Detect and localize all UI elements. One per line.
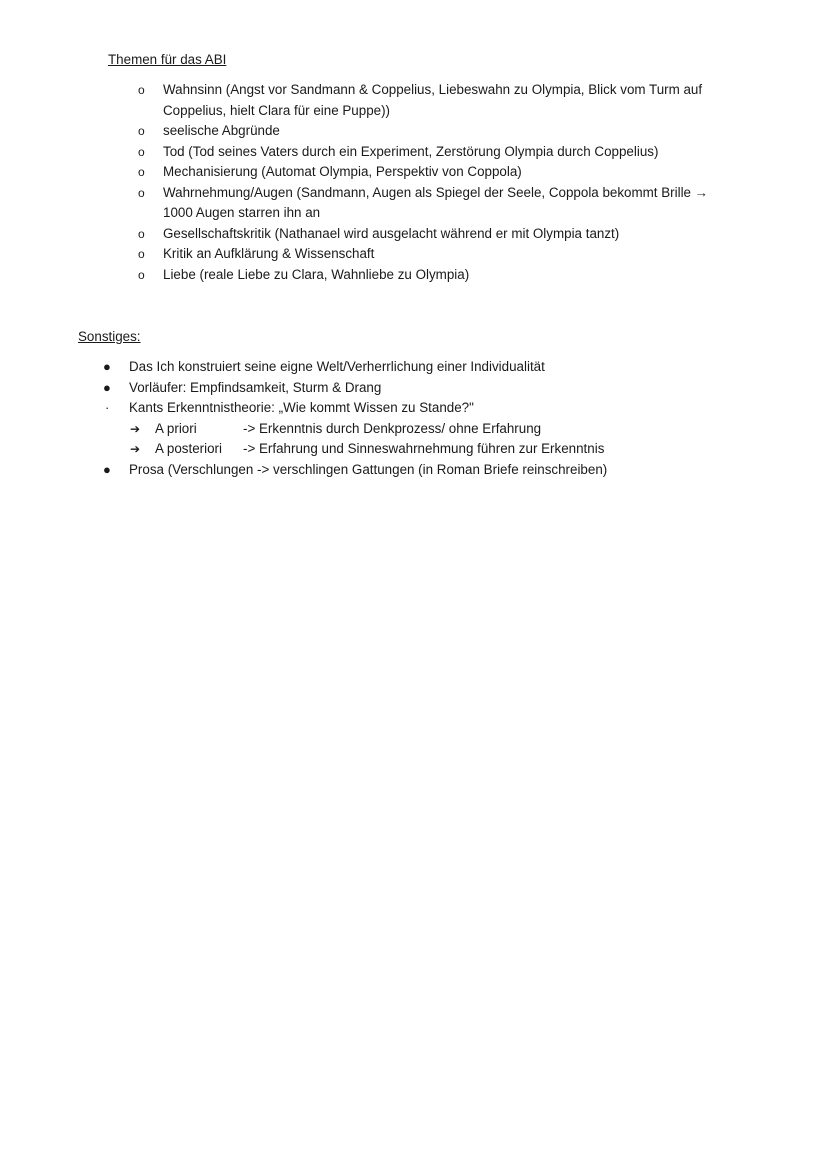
circle-bullet-icon: o [138, 247, 145, 261]
disc-bullet-icon: ● [103, 379, 111, 395]
circle-bullet-icon: o [138, 165, 145, 179]
list-item [137, 244, 737, 265]
sublist-item [129, 419, 740, 440]
list-item [100, 460, 740, 481]
sublist-text: -> Erkenntnis durch Denkprozess/ ohne Erfahrung [243, 420, 542, 436]
list-item-text: Gesellschaftskritik (Nathanael wird ausgelacht während er mit Olympia tanzt) [163, 225, 620, 241]
dot-bullet-icon: · [105, 400, 110, 415]
sublist-item [129, 439, 740, 460]
circle-bullet-icon: o [138, 124, 145, 138]
list-item-text: Mechanisierung (Automat Olympia, Perspektiv von Coppola) [163, 164, 522, 179]
list-item-text: Kants Erkenntnistheorie: „Wie kommt Wissen zu Stande?" [129, 400, 474, 415]
circle-bullet-icon: o [138, 226, 145, 241]
circle-bullet-icon: o [138, 267, 145, 282]
arrow-right-icon: ➔ [130, 421, 141, 436]
list-item-text: Das Ich konstruiert seine eigne Welt/Verherrlichung einer Individualität [129, 359, 545, 374]
list-item [137, 142, 737, 163]
list-item-text: Liebe (reale Liebe zu Clara, Wahnliebe zu Olympia) [163, 266, 470, 282]
sublist-term: A posteriori [155, 441, 222, 456]
list-item [137, 183, 737, 224]
list-item-text: Wahrnehmung/Augen (Sandmann, Augen als Spiegel der Seele, Coppola bekommt Brille → 1000 Augen starren ihn an [163, 184, 709, 220]
arrow-right-icon: ➔ [130, 442, 141, 456]
list-item [100, 398, 740, 460]
list-item [137, 162, 737, 183]
sonstiges-heading: Sonstiges: [78, 329, 141, 344]
list-item-text: seelische Abgründe [163, 123, 280, 138]
list-item [137, 80, 737, 121]
list-item-text: Kritik an Aufklärung & Wissenschaft [163, 246, 375, 261]
list-item [137, 224, 737, 245]
sublist-text: -> Erfahrung und Sinneswahrnehmung führen zur Erkenntnis [243, 441, 605, 456]
list-item-text: Tod (Tod seines Vaters durch ein Experiment, Zerstörung Olympia durch Coppelius) [163, 143, 659, 159]
list-item [137, 265, 737, 286]
themen-list [137, 80, 737, 285]
sublist-term: A priori [155, 420, 197, 436]
list-item-text: Prosa (Verschlungen -> verschlingen Gattungen (in Roman Briefe reinschreiben) [129, 461, 608, 477]
disc-bullet-icon: ● [103, 461, 111, 477]
list-item-text: Wahnsinn (Angst vor Sandmann & Coppelius, Liebeswahn zu Olympia, Blick vom Turm auf Coppelius, hielt Clara für eine Puppe)) [163, 82, 703, 118]
list-item [100, 378, 740, 399]
sonstiges-list [100, 357, 740, 480]
list-item [137, 121, 737, 142]
circle-bullet-icon: o [138, 185, 145, 200]
list-item [100, 357, 740, 378]
disc-bullet-icon: ● [103, 359, 111, 374]
circle-bullet-icon: o [138, 144, 145, 159]
list-item-text: Vorläufer: Empfindsamkeit, Sturm & Drang [129, 379, 382, 395]
circle-bullet-icon: o [138, 83, 145, 97]
kant-sublist [129, 419, 740, 460]
themen-heading: Themen für das ABI [108, 52, 227, 67]
